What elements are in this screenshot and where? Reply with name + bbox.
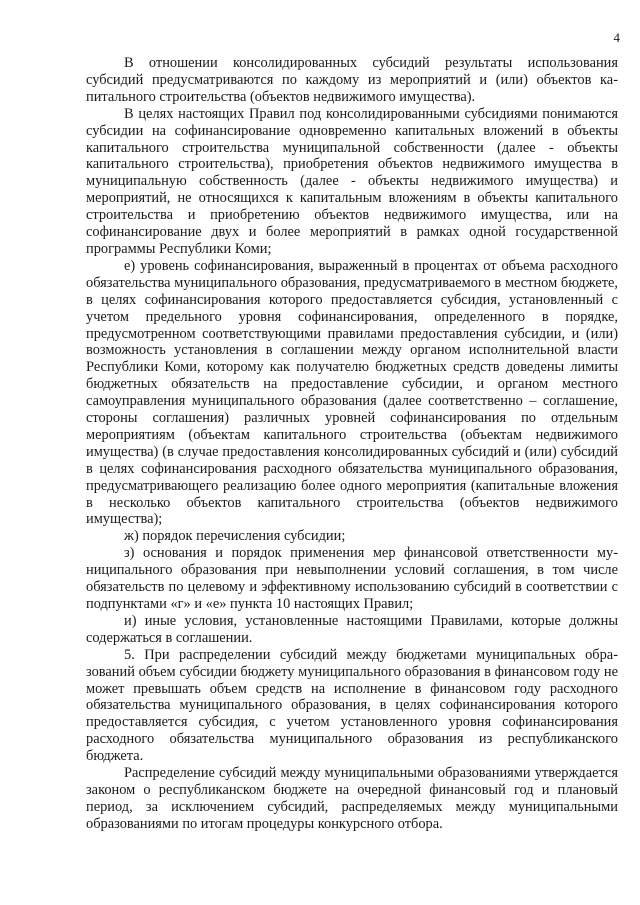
paragraph-consolidated-definition: В целях настоящих Правил под консолидированными субсидиями понимаются субсидии на софинансирование одновременно капитальных вложений в объекты капитального строительства муниципальной собственности (далее - объекты капитального строительства), приобретения объектов недвижимого имущества в муниципальную собственность (далее - объекты недвижимого имущества) и мероприятий, не относящихся к капитальным вложениям в объекты капитального строительства и приобретению объектов недвижимого имущества, или на софинансирование двух и более мероприятий в рамках одной государственной программы Республики Коми; — [86, 105, 618, 257]
paragraph-item-z: з) основания и порядок применения мер финансовой ответственности муниципального образования при невыполнении условий соглашения, в том числе обязательств по целевому и эффективному использованию субсидий в соответствии с подпунктами «г» и «е» пункта 10 настоящих Правил; — [86, 545, 618, 612]
paragraph-distribution: Распределение субсидий между муниципальными образованиями утверждается законом о республиканском бюджете на очередной финансовый год и плановый период, за исключением субсидий, распределяемых между муниципальными образованиями по итогам процедуры конкурсного отбора. — [86, 765, 618, 832]
paragraph-section-5: 5. При распределении субсидий между бюджетами муниципальных образований объем субсидии бюджету муниципального образования в финансовом году не может превышать объем средств на исполнение в финансовом году расходного обязательства муниципального образования, в целях софинансирования которого предоставляется субсидия, с учетом установленного уровня софинансирования расходного обязательства муниципального образования из республиканского бюджета. — [86, 646, 618, 765]
document-body — [86, 55, 618, 833]
paragraph-item-i: и) иные условия, установленные настоящими Правилами, которые должны содержаться в соглашении. — [86, 612, 618, 646]
paragraph-item-e: е) уровень софинансирования, выраженный в процентах от объема расходного обязательства муниципального образования, предусматриваемого в местном бюджете, в целях софинансирования которого предоставляется субсидия, установленный с учетом предельного уровня софинансирования, определенного в порядке, предусмотренном соответствующими правилами предоставления субсидии, и (или) возможность установления в соглашении между органом исполнительной власти Республики Коми, которому как получателю бюджетных средств доведены лимиты бюджетных обязательств на предоставление субсидии, и органом местного самоуправления муниципального образования (далее соответственно – соглашение, стороны соглашения) различных уровней софинансирования по отдельным мероприятиям (объектам капитального строительства (объектам недвижимого имущества) (в случае предоставления консолидированных субсидий и (или) субсидий в целях софинансирования расходного обязательства муниципального образования, предусматривающего реализацию более одного мероприятия (капитальные вложения в несколько объектов капитального строительства (объектов недвижимого имущества); — [86, 257, 618, 528]
paragraph-consolidated-results: В отношении консолидированных субсидий результаты использования субсидий предусматриваются по каждому из мероприятий и (или) объектов капитального строительства (объектов недвижимого имущества). — [86, 55, 618, 105]
page-number: 4 — [613, 30, 620, 45]
paragraph-item-zh: ж) порядок перечисления субсидии; — [124, 528, 346, 545]
